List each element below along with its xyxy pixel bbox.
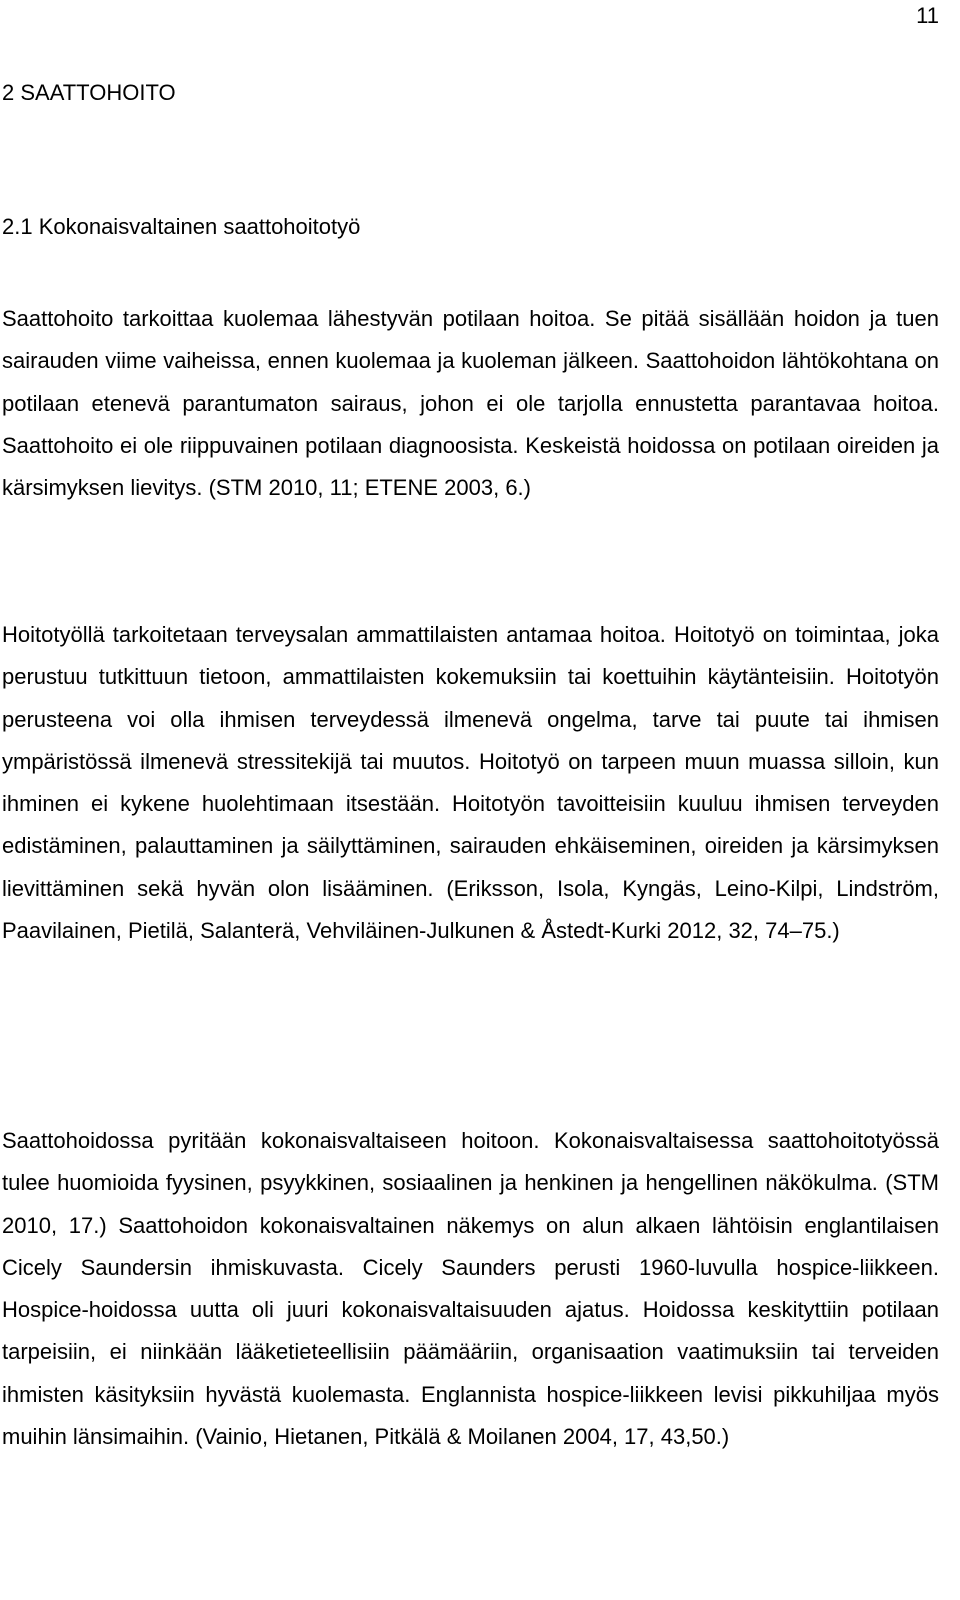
body-paragraph-1: Saattohoito tarkoittaa kuolemaa lähestyvän potilaan hoitoa. Se pitää sisällään hoidon ja tuen sairauden viime vaiheissa, ennen kuolemaa ja kuoleman jälkeen. Saattohoidon lähtökohtana on potilaan etenevä parantumaton sairaus, johon ei ole tarjolla ennustetta parantavaa hoitoa. Saattohoito ei ole riippuvainen potilaan diagnoosista. Keskeistä hoidossa on potilaan oireiden ja kärsimyksen lievitys. (STM 2010, 11; ETENE 2003, 6.) [2, 306, 939, 501]
page-number: 11 [916, 3, 939, 28]
section-heading: 2.1 Kokonaisvaltainen saattohoitotyö [2, 214, 361, 239]
body-paragraph-3: Saattohoidossa pyritään kokonaisvaltaiseen hoitoon. Kokonaisvaltaisessa saattohoitotyössä tulee huomioida fyysinen, psyykkinen, sosiaalinen ja henkinen ja hengellinen näkökulma. (STM 2010, 17.) Saattohoidon kokonaisvaltainen näkemys on alun alkaen lähtöisin englantilaisen Cicely Saundersin ihmiskuvasta. Cicely Saunders perusti 1960-luvulla hospice-liikkeen. Hospice-hoidossa uutta oli juuri kokonaisvaltaisuuden ajatus. Hoidossa keskityttiin potilaan tarpeisiin, ei niinkään lääketieteellisiin päämääriin, organisaation vaatimuksiin tai terveiden ihmisten käsityksiin hyvästä kuolemasta. Englannista hospice-liikkeen levisi pikkuhiljaa myös muihin länsimaihin. (Vainio, Hietanen, Pitkälä & Moilanen 2004, 17, 43,50.) [2, 1128, 939, 1450]
body-paragraph-2: Hoitotyöllä tarkoitetaan terveysalan ammattilaisten antamaa hoitoa. Hoitotyö on toimintaa, joka perustuu tutkittuun tietoon, ammattilaisten kokemuksiin tai koettuihin käytänteisiin. Hoitotyön perusteena voi olla ihmisen terveydessä ilmenevä ongelma, tarve tai puute tai ihmisen ympäristössä ilmenevä stressitekijä tai muutos. Hoitotyö on tarpeen muun muassa silloin, kun ihminen ei kykene huolehtimaan itsestään. Hoitotyön tavoitteisiin kuuluu ihmisen terveyden edistäminen, palauttaminen ja säilyttäminen, sairauden ehkäiseminen, oireiden ja kärsimyksen lievittäminen sekä hyvän olon lisääminen. (Eriksson, Isola, Kyngäs, Leino-Kilpi, Lindström, Paavilainen, Pietilä, Salanterä, Vehviläinen-Julkunen & Åstedt-Kurki 2012, 32, 74–75.) [2, 622, 939, 944]
chapter-heading: 2 SAATTOHOITO [2, 80, 176, 105]
